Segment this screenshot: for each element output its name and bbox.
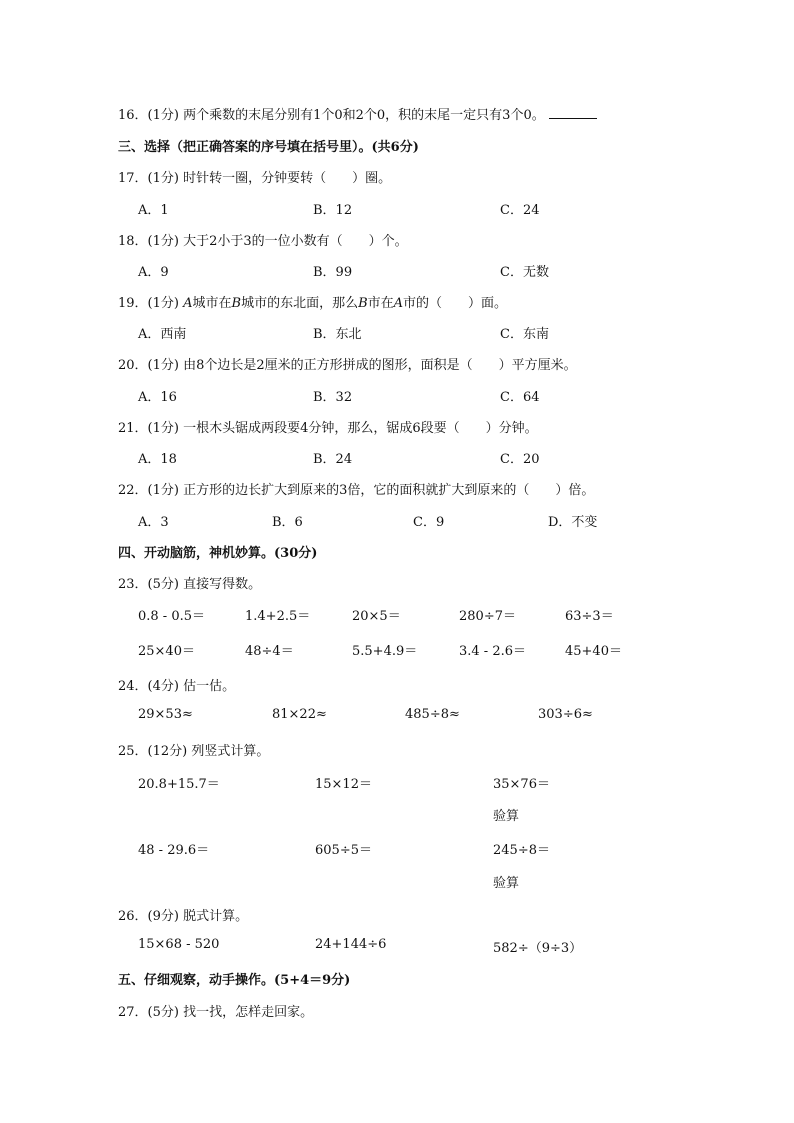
q19-city-b: B [231,296,242,311]
q26-item: 15×68 - 520 [138,937,220,952]
section-3-title: 三、选择（把正确答案的序号填在括号里）。(共6分) [118,140,419,155]
q18-option-b[interactable]: B．99 [313,265,353,280]
question-25-text: 25．(12分) 列竖式计算。 [118,744,270,759]
q23-item: 1.4+2.5＝ [245,609,311,624]
q18-option-c[interactable]: C．无数 [500,265,549,280]
q25-item: 48 - 29.6＝ [138,843,210,858]
q23-item: 280÷7＝ [459,609,516,624]
question-19 [118,292,507,311]
q25-check-label: 验算 [493,809,520,824]
question-17-text: 17．(1分) 时针转一圈，分钟要转（ ）圈。 [118,171,392,186]
question-23-text: 23．(5分) 直接写得数。 [118,577,262,592]
q19-part-4: 市在 [367,296,394,311]
q24-item: 303÷6≈ [538,707,593,722]
section-4-title: 四、开动脑筋，神机妙算。(30分) [118,546,318,561]
section-5-title: 五、仔细观察，动手操作。(5+4＝9分) [118,973,351,988]
question-24-text: 24．(4分) 估一估。 [118,679,236,694]
q19-part-2: 城市在 [192,296,232,311]
q17-option-a[interactable]: A．1 [138,203,169,218]
q22-option-a[interactable]: A．3 [138,515,169,530]
q20-option-a[interactable]: A．16 [138,390,177,405]
q25-check-label: 验算 [493,876,520,891]
question-22-text: 22．(1分) 正方形的边长扩大到原来的3倍，它的面积就扩大到原来的（ ）倍。 [118,483,595,498]
q17-option-c[interactable]: C．24 [500,203,540,218]
q23-item: 3.4 - 2.6＝ [459,644,527,659]
q19-part-3: 城市的东北面，那么 [241,296,359,311]
q25-item: 15×12＝ [315,777,372,792]
q20-option-c[interactable]: C．64 [500,390,540,405]
question-20-text: 20．(1分) 由8个边长是2厘米的正方形拼成的图形，面积是（ ）平方厘米。 [118,358,577,373]
q23-item: 63÷3＝ [565,609,614,624]
q25-item: 20.8+15.7＝ [138,777,220,792]
q19-option-c[interactable]: C．东南 [500,327,549,342]
q18-option-a[interactable]: A．9 [138,265,169,280]
q24-item: 29×53≈ [138,707,193,722]
q19-part-1: 19．(1分) [118,296,184,311]
q19-city-b-2: B [358,296,368,311]
q23-item: 45+40＝ [565,644,622,659]
q23-item: 48÷4＝ [245,644,294,659]
q19-part-5: 市的（ ）面。 [403,296,508,311]
question-27-text: 27．(5分) 找一找，怎样走回家。 [118,1005,314,1020]
q20-option-b[interactable]: B．32 [313,390,353,405]
question-18-text: 18．(1分) 大于2小于3的一位小数有（ ）个。 [118,234,408,249]
q26-item: 582÷（9÷3） [493,941,583,956]
question-26-text: 26．(9分) 脱式计算。 [118,909,249,924]
q24-item: 81×22≈ [272,707,327,722]
q19-city-a: A [183,296,193,311]
question-16-text: 16．(1分) 两个乘数的末尾分别有1个0和2个0，积的末尾一定只有3个0。 [118,108,545,123]
q22-option-b[interactable]: B．6 [272,515,303,530]
q25-item: 245÷8＝ [493,843,550,858]
q17-option-b[interactable]: B．12 [313,203,353,218]
question-16 [118,104,597,123]
question-21-text: 21．(1分) 一根木头锯成两段要4分钟，那么，锯成6段要（ ）分钟。 [118,421,538,436]
q23-item: 20×5＝ [352,609,401,624]
q21-option-b[interactable]: B．24 [313,452,353,467]
q19-option-b[interactable]: B．东北 [313,327,362,342]
q23-item: 5.5+4.9＝ [352,644,418,659]
q26-item: 24+144÷6 [315,937,387,952]
q21-option-c[interactable]: C．20 [500,452,540,467]
q25-item: 35×76＝ [493,777,550,792]
q22-option-d[interactable]: D．不变 [548,515,598,530]
q25-item: 605÷5＝ [315,843,372,858]
q24-item: 485÷8≈ [405,707,460,722]
q19-city-a-2: A [393,296,404,311]
answer-blank[interactable] [549,118,597,119]
q23-item: 0.8 - 0.5＝ [138,609,206,624]
q23-item: 25×40＝ [138,644,195,659]
q22-option-c[interactable]: C．9 [413,515,445,530]
q21-option-a[interactable]: A．18 [138,452,177,467]
q19-option-a[interactable]: A．西南 [138,327,187,342]
